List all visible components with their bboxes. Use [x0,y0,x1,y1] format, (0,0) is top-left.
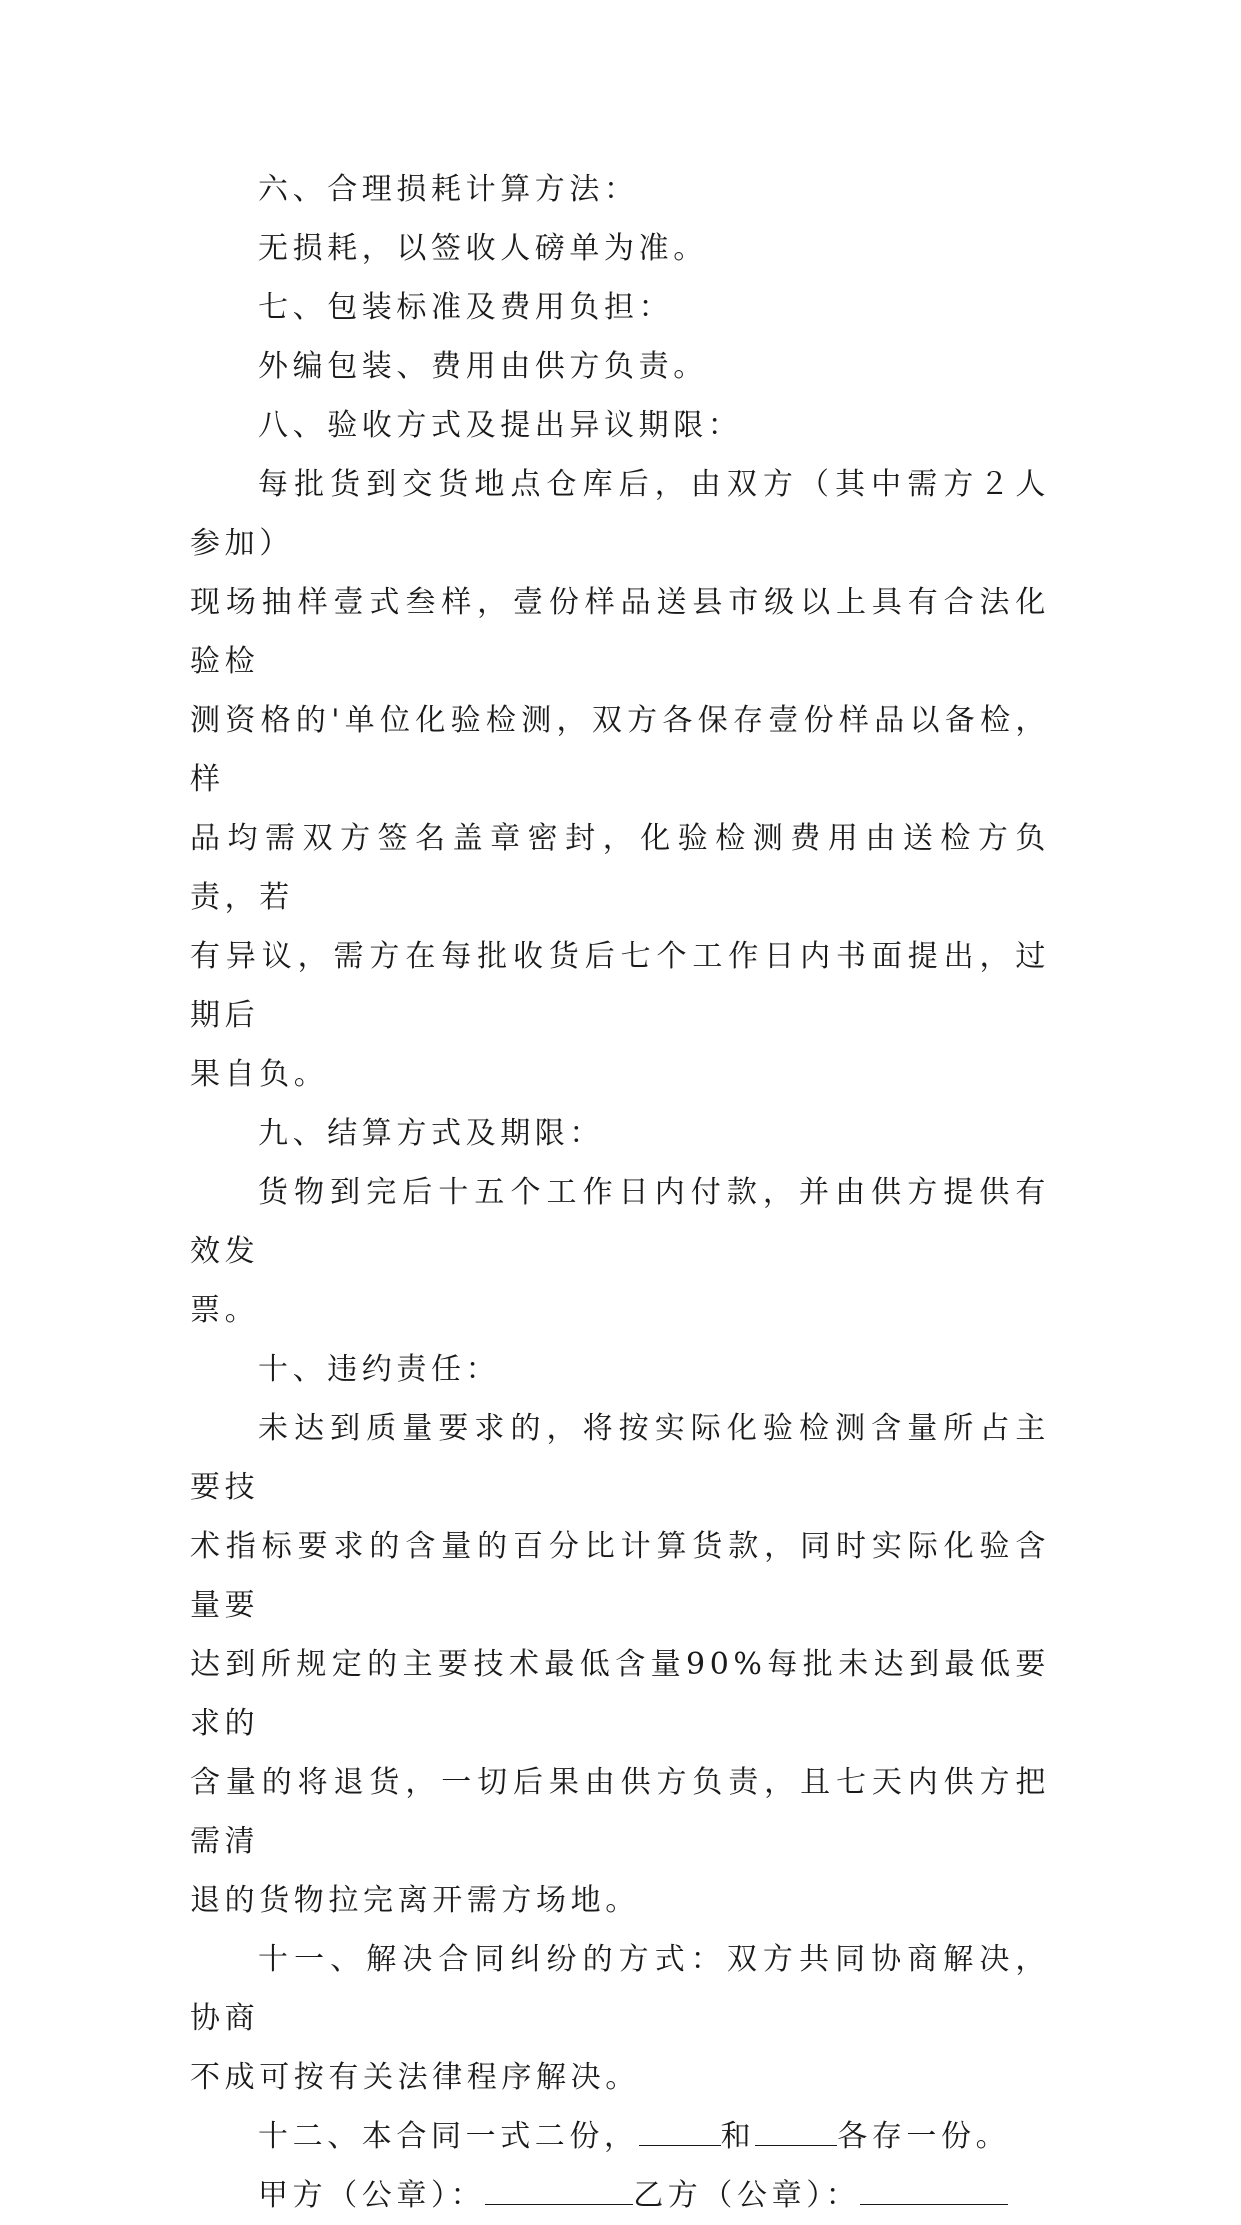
clause-6-heading [190,160,1050,219]
text-line: 七、包装标准及费用负担： [258,290,674,325]
party-a-label: 甲方（公章）： [258,2178,486,2213]
clause-12-suffix: 各存一份。 [837,2119,1011,2154]
text-line: 票。 [190,1293,260,1328]
text-line: 十一、解决合同纠纷的方式：双方共同协商解决，协商 [190,1942,1050,2036]
text-line: 每批货到交货地点仓库后，由双方（其中需方２人参加） [190,467,1050,561]
party-b-seal-blank[interactable] [860,2174,1008,2205]
text-line: 果自负。 [190,1057,329,1092]
clause-9-heading [190,1104,1050,1163]
text-line: 现场抽样壹式叁样，壹份样品送县市级以上具有合法化验检 [190,585,1050,679]
clause-7-heading [190,278,1050,337]
text-line: 含量的将退货，一切后果由供方负责，且七天内供方把需清 [190,1765,1050,1859]
clause-12 [190,2107,1050,2166]
clause-11 [190,1930,1050,2107]
text-line: 达到所规定的主要技术最低含量90%每批未达到最低要求的 [190,1647,1050,1741]
signature-line [190,2166,1050,2225]
text-line: 测资格的'单位化验检测，双方各保存壹份样品以备检，样 [190,703,1050,797]
clause-8-heading [190,396,1050,455]
text-line: 八、验收方式及提出异议期限： [258,408,743,443]
text-line: 未达到质量要求的，将按实际化验检测含量所占主要技 [190,1411,1050,1505]
text-line: 不成可按有关法律程序解决。 [190,2060,640,2095]
clause-6-body [190,219,1050,278]
text-line: 术指标要求的含量的百分比计算货款，同时实际化验含量要 [190,1529,1050,1623]
text-line: 有异议，需方在每批收货后七个工作日内书面提出，过期后 [190,939,1050,1033]
clause-10-heading [190,1340,1050,1399]
text-line: 外编包装、费用由供方负责。 [258,349,708,384]
clause-8-body [190,455,1050,1104]
text-line: 九、结算方式及期限： [258,1116,604,1151]
clause-7-body [190,337,1050,396]
text-line: 无损耗，以签收人磅单为准。 [258,231,708,266]
document-page [190,160,1050,2225]
party-a-seal-blank[interactable] [485,2174,633,2205]
text-line: 货物到完后十五个工作日内付款，并由供方提供有效发 [190,1175,1050,1269]
text-line: 六、合理损耗计算方法： [258,172,639,207]
party-blank-1[interactable] [639,2115,721,2146]
text-line: 品均需双方签名盖章密封，化验检测费用由送检方负责，若 [190,821,1050,915]
clause-12-prefix: 十二、本合同一式二份， [258,2119,639,2154]
text-line: 退的货物拉完离开需方场地。 [190,1883,640,1918]
clause-9-body [190,1163,1050,1340]
clause-10-body [190,1399,1050,1930]
clause-12-middle: 和 [720,2119,756,2154]
text-line: 十、违约责任： [258,1352,501,1387]
party-blank-2[interactable] [755,2115,837,2146]
party-b-label: 乙方（公章）： [633,2178,861,2213]
